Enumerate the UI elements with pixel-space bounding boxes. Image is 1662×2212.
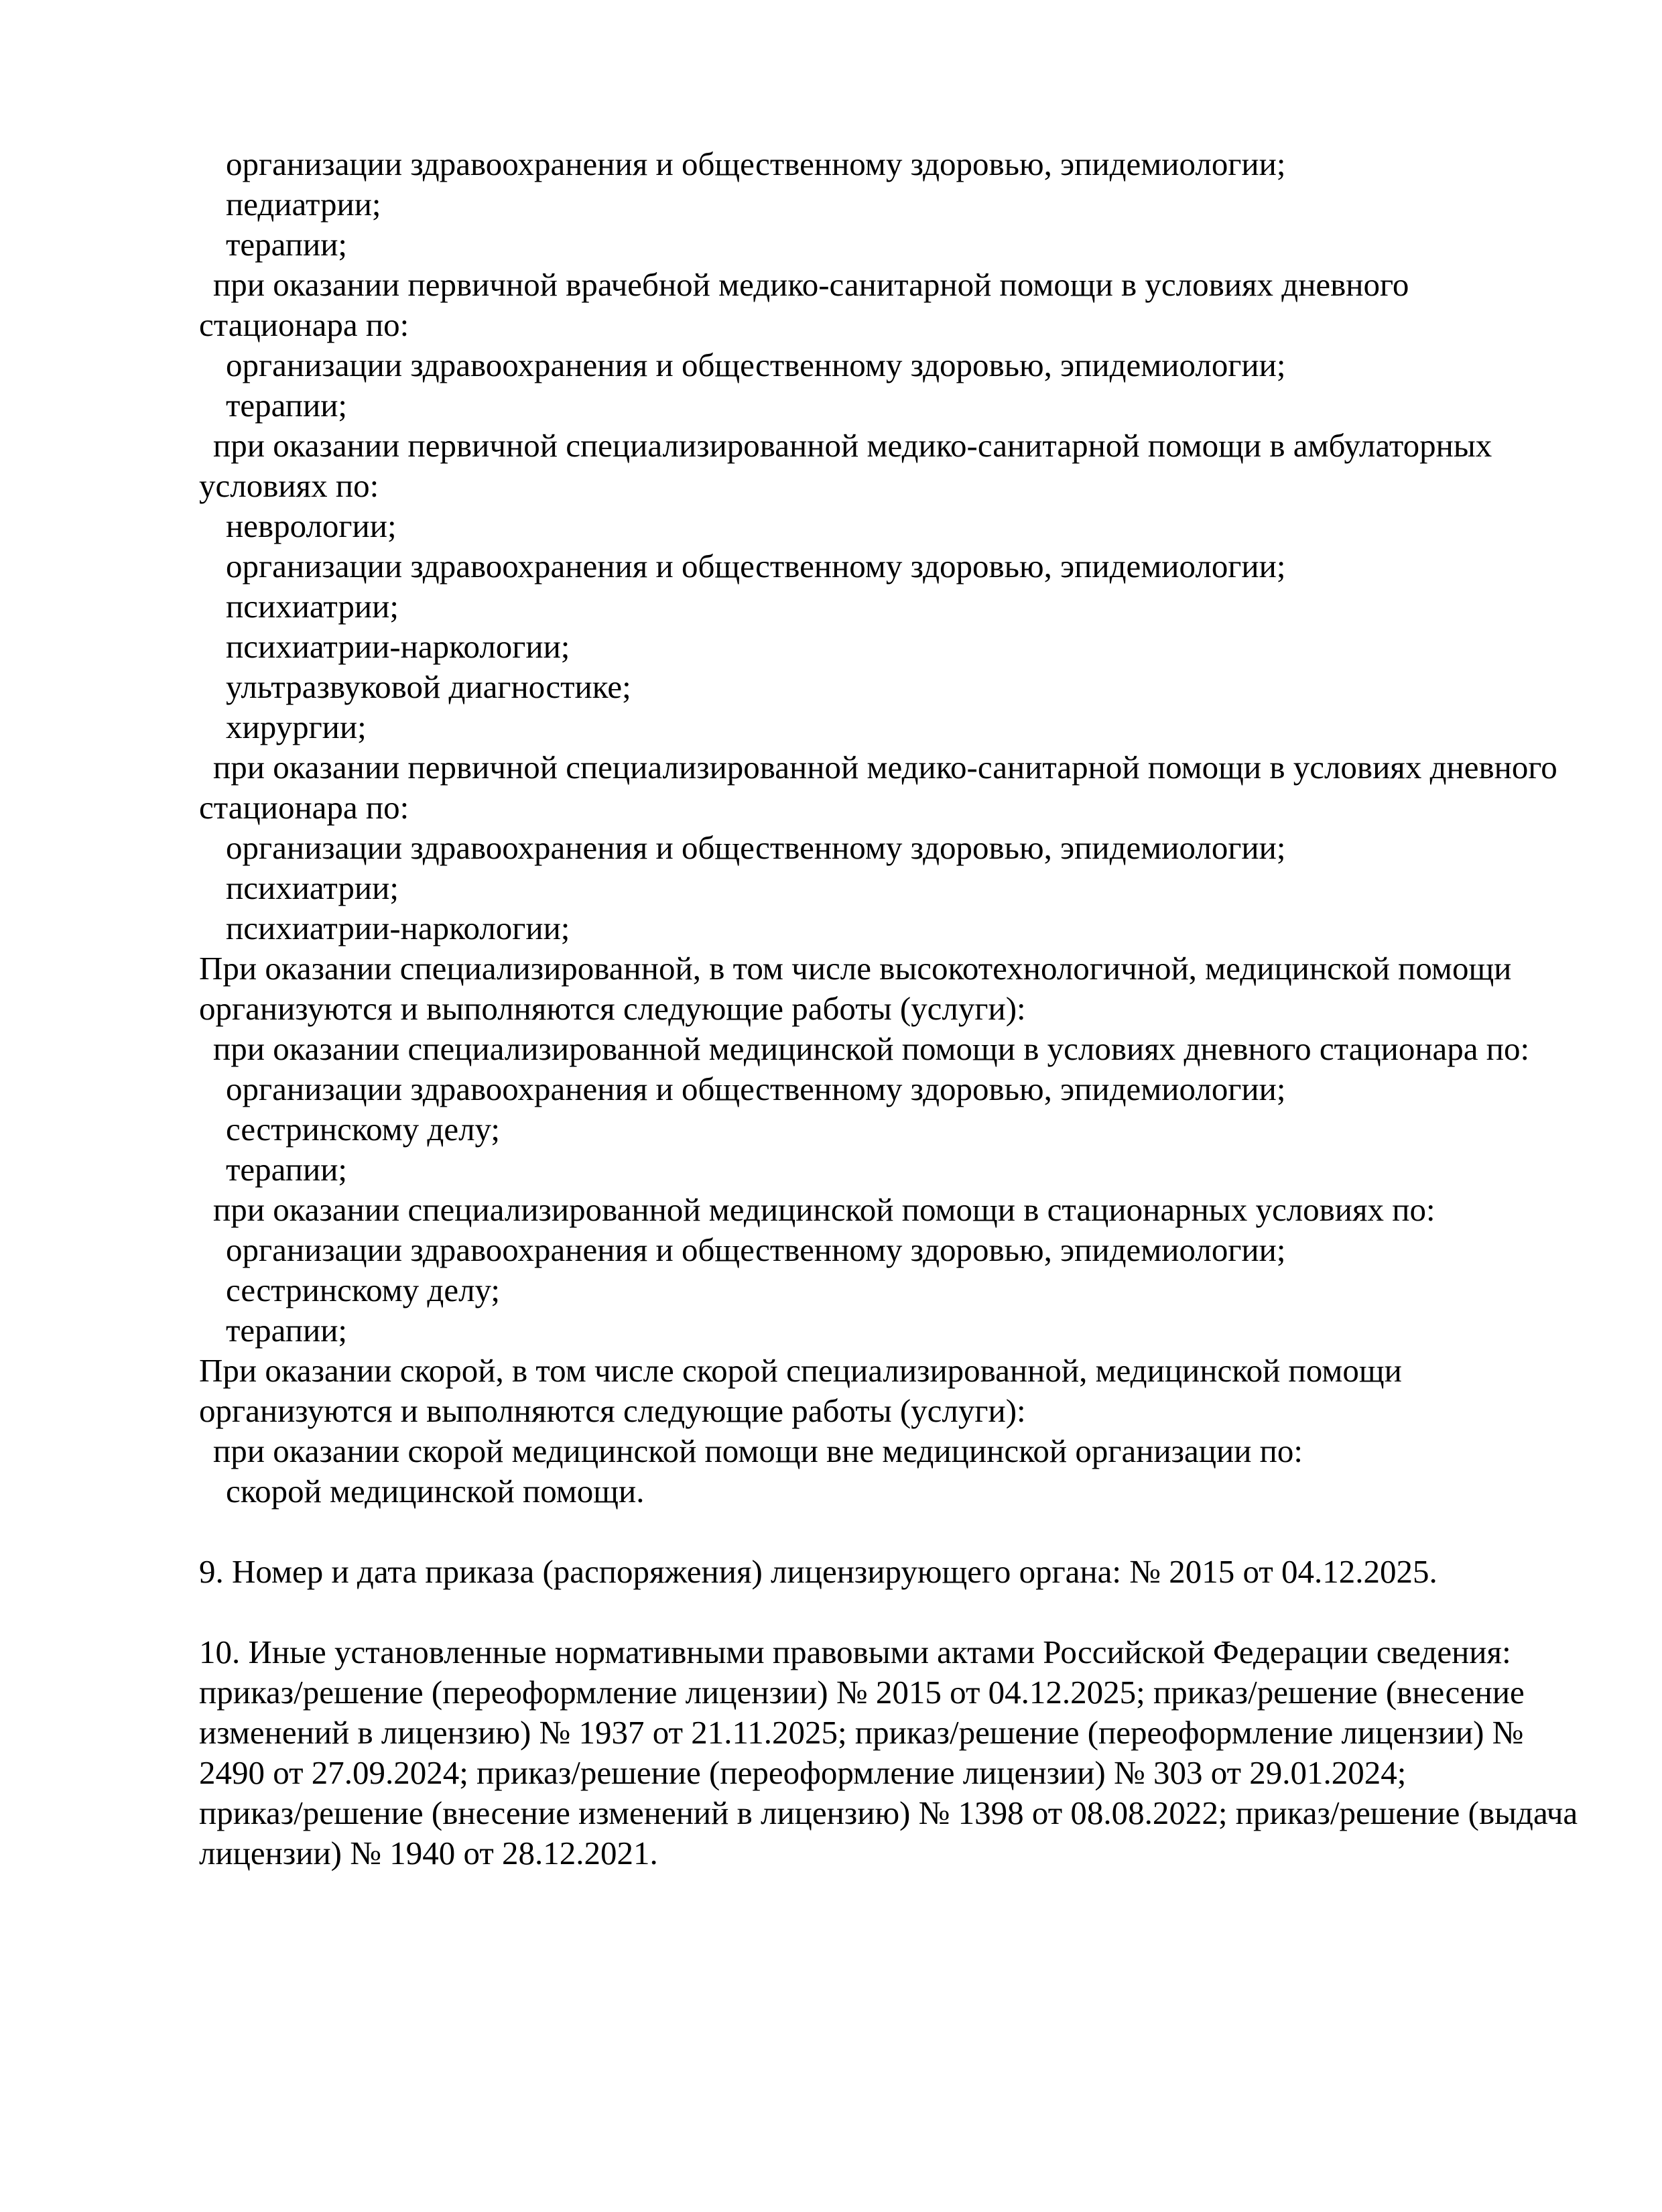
doc-line: организации здравоохранения и общественному здоровью, эпидемиологии; [226, 548, 1286, 585]
doc-line: при оказании первичной специализированной медико-санитарной помощи в условиях дневного [213, 749, 1557, 786]
doc-line: 2490 от 27.09.2024; приказ/решение (переоформление лицензии) № 303 от 29.01.2024; [199, 1754, 1407, 1791]
doc-line: организуются и выполняются следующие работы (услуги): [199, 1392, 1026, 1429]
doc-line: 9. Номер и дата приказа (распоряжения) лицензирующего органа: № 2015 от 04.12.2025. [199, 1553, 1437, 1590]
doc-line: 10. Иные установленные нормативными правовыми актами Российской Федерации сведения: [199, 1634, 1511, 1670]
doc-line: психиатрии-наркологии; [226, 910, 570, 946]
doc-line: сестринскому делу; [226, 1272, 501, 1308]
doc-line [199, 1512, 1539, 1552]
doc-line: При оказании специализированной, в том числе высокотехнологичной, медицинской помощи [199, 950, 1512, 987]
doc-line: неврологии; [226, 507, 397, 544]
doc-line: психиатрии; [226, 869, 399, 906]
doc-line: при оказании специализированной медицинской помощи в стационарных условиях по: [213, 1191, 1435, 1228]
doc-line: терапии; [226, 1151, 348, 1188]
doc-line: терапии; [226, 387, 348, 424]
doc-line: при оказании первичной врачебной медико-санитарной помощи в условиях дневного [213, 266, 1409, 303]
doc-line: лицензии) № 1940 от 28.12.2021. [199, 1835, 658, 1871]
doc-line: организуются и выполняются следующие работы (услуги): [199, 990, 1026, 1027]
doc-line: приказ/решение (внесение изменений в лицензию) № 1398 от 08.08.2022; приказ/решение (выдача [199, 1794, 1578, 1831]
doc-line: При оказании скорой, в том числе скорой специализированной, медицинской помощи [199, 1352, 1402, 1389]
doc-line: терапии; [226, 1312, 348, 1349]
doc-line: терапии; [226, 226, 348, 263]
doc-line [199, 1592, 1539, 1632]
doc-line: организации здравоохранения и общественному здоровью, эпидемиологии; [226, 1231, 1286, 1268]
doc-line: хирургии; [226, 709, 367, 745]
doc-line: организации здравоохранения и общественному здоровью, эпидемиологии; [226, 145, 1286, 182]
doc-line: сестринскому делу; [226, 1111, 501, 1148]
doc-line: изменений в лицензию) № 1937 от 21.11.2025; приказ/решение (переоформление лицензии) № [199, 1714, 1524, 1751]
doc-line: при оказании скорой медицинской помощи вне медицинской организации по: [213, 1432, 1303, 1469]
doc-line: психиатрии; [226, 588, 399, 625]
doc-line: стационара по: [199, 789, 409, 826]
license-extract-text [199, 144, 1578, 1873]
doc-line: при оказании первичной специализированной медико-санитарной помощи в амбулаторных [213, 427, 1492, 464]
doc-line: организации здравоохранения и общественному здоровью, эпидемиологии; [226, 829, 1286, 866]
doc-line: психиатрии-наркологии; [226, 628, 570, 665]
doc-line: приказ/решение (переоформление лицензии) № 2015 от 04.12.2025; приказ/решение (внесение [199, 1674, 1525, 1711]
doc-line: педиатрии; [226, 186, 381, 223]
doc-line: стационара по: [199, 306, 409, 343]
doc-line: условиях по: [199, 467, 379, 504]
doc-line: при оказании специализированной медицинской помощи в условиях дневного стационара по: [213, 1030, 1530, 1067]
doc-line: организации здравоохранения и общественному здоровью, эпидемиологии; [226, 1070, 1286, 1107]
doc-line: организации здравоохранения и общественному здоровью, эпидемиологии; [226, 347, 1286, 383]
doc-line: ультразвуковой диагностике; [226, 668, 631, 705]
doc-line: скорой медицинской помощи. [226, 1473, 645, 1510]
